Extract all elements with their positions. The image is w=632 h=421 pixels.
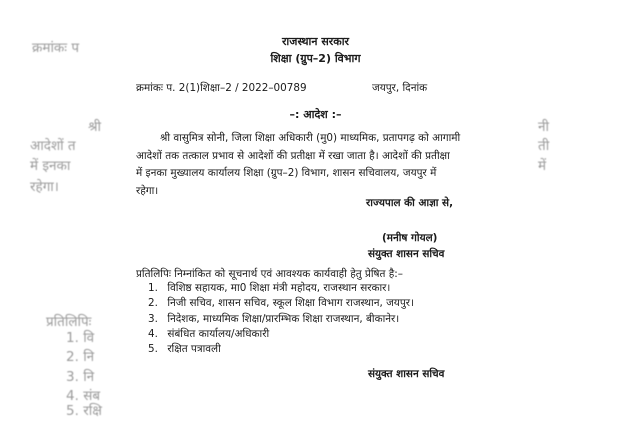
department-heading: शिक्षा (ग्रुप–2) विभाग xyxy=(270,52,361,65)
final-signatory-designation: संयुक्त शासन सचिव xyxy=(368,368,445,380)
list-item-text: विशिष्ठ सहायक, मा0 शिक्षा मंत्री महोदय, राजस्थान सरकार। xyxy=(167,282,391,294)
copy-to-intro: प्रतिलिपिः निम्नांकित को सूचनार्थ एवं आवश्यक कार्यवाही हेतु प्रेषित है:– xyxy=(136,268,403,280)
background-list-item xyxy=(66,349,94,365)
background-right-line: ती xyxy=(538,138,550,154)
background-ref-line: क्रमांकः प xyxy=(32,40,79,56)
list-item xyxy=(148,342,414,357)
list-item-number: 2. xyxy=(148,297,158,310)
background-list-item xyxy=(66,369,94,385)
background-list-num: 3. xyxy=(66,369,79,385)
background-para-line: में इनका xyxy=(30,158,71,174)
order-line: रहेगा। xyxy=(136,184,159,197)
background-list-text: रक्षि xyxy=(83,403,102,419)
list-item-number: 3. xyxy=(148,312,158,325)
background-list-text: नि xyxy=(83,369,95,385)
list-item-text: निदेशक, माध्यमिक शिक्षा/प्रारम्भिक शिक्षा राजस्थान, बीकानेर। xyxy=(167,312,400,325)
reference-number: क्रमांकः प. 2(1)शिक्षा–2 / 2022–00789 xyxy=(136,82,307,94)
order-line: आदेशों तक तत्काल प्रभाव से आदेशों की प्रतीक्षा में रखा जाता है। आदेशों की प्रतीक्षा xyxy=(136,149,450,162)
signatory-name: (मनीष गोयल) xyxy=(382,232,438,244)
background-para-line: रहेगा। xyxy=(30,179,59,195)
background-list-item xyxy=(66,388,100,404)
list-item xyxy=(148,312,414,327)
background-list-text: संब xyxy=(83,388,101,404)
background-list-num: 2. xyxy=(66,349,79,365)
signatory-designation: संयुक्त शासन सचिव xyxy=(368,248,445,260)
list-item-number: 1. xyxy=(148,282,158,294)
list-item-number: 5. xyxy=(148,343,158,356)
list-item-text: निजी सचिव, शासन सचिव, स्कूल शिक्षा विभाग राजस्थान, जयपुर। xyxy=(167,297,414,310)
authority-line: राज्यपाल की आज्ञा से, xyxy=(366,197,454,209)
order-paragraph xyxy=(136,130,500,200)
background-list-text: वि xyxy=(83,330,95,346)
list-item xyxy=(148,296,414,311)
list-item xyxy=(148,327,414,342)
list-item xyxy=(148,281,414,296)
order-line: श्री वासुमित्र सोनी, जिला शिक्षा अधिकारी (मु0) माध्यमिक, प्रतापगढ़ को आगामी xyxy=(160,132,461,144)
list-item-text: रक्षित पत्रावली xyxy=(167,343,221,356)
background-para-line: आदेशों त xyxy=(30,138,76,154)
order-title: –: आदेश :– xyxy=(289,108,342,121)
background-para-line: श्री xyxy=(88,119,102,135)
list-item-number: 4. xyxy=(148,327,158,340)
order-line: में इनका मुख्यालय कार्यालय शिक्षा (ग्रुप–2) विभाग, शासन सचिवालय, जयपुर में xyxy=(136,167,437,179)
background-list-num: 1. xyxy=(66,330,79,346)
background-list-num: 4. xyxy=(66,388,79,404)
list-item-text: संबंधित कार्यालय/अधिकारी xyxy=(167,327,270,340)
place-date: जयपुर, दिनांक xyxy=(372,82,428,94)
background-copy-label: प्रतिलिपिः xyxy=(46,314,92,330)
background-list-text: नि xyxy=(83,349,95,365)
background-right-line: नी xyxy=(538,119,549,135)
background-list-num: 5. xyxy=(66,403,79,419)
order-document xyxy=(118,0,513,421)
copy-to-list xyxy=(148,281,414,357)
government-heading: राजस्थान सरकार xyxy=(281,35,350,48)
background-list-item xyxy=(66,403,102,419)
background-right-line: में xyxy=(538,158,547,174)
background-list-item xyxy=(66,330,94,346)
